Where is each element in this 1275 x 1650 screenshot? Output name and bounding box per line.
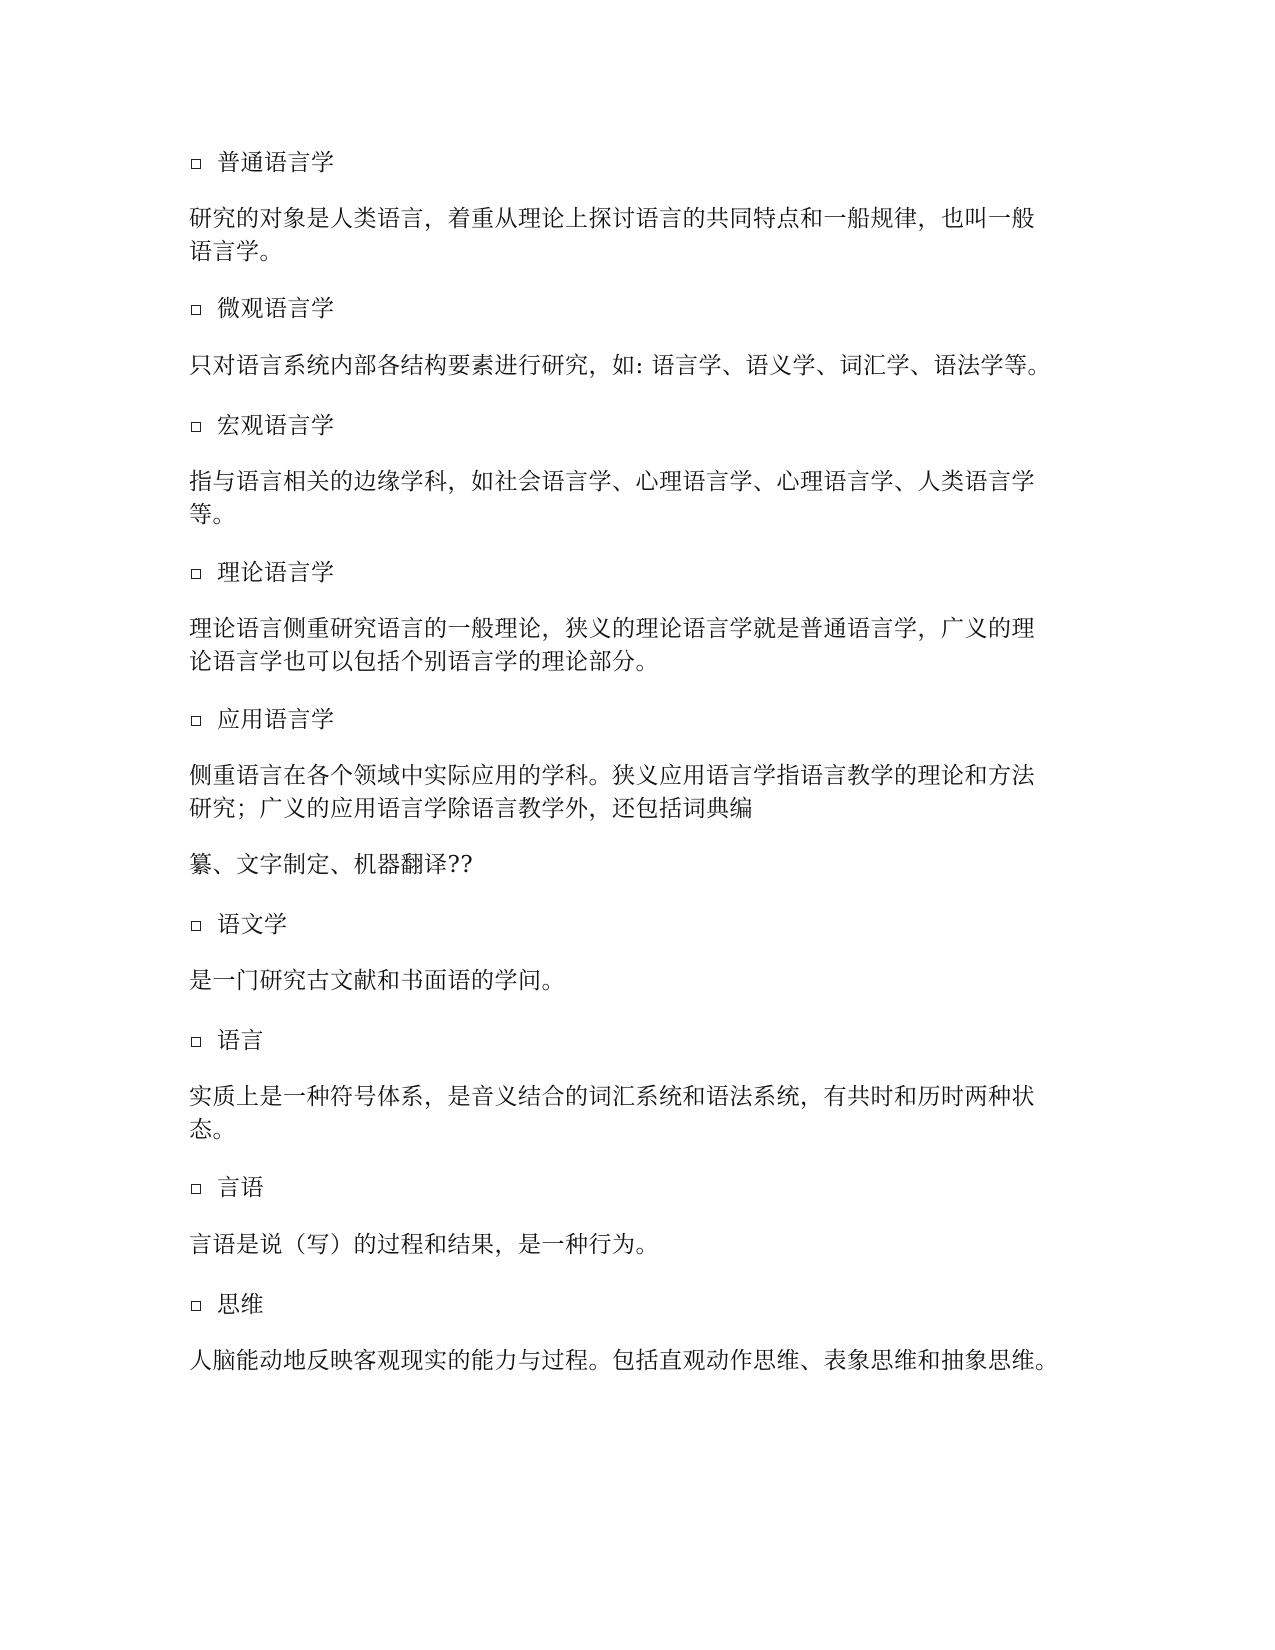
definition-line: 只对语言系统内部各结构要素进行研究，如: 语言学、语义学、词汇学、语法学等。 — [189, 353, 1052, 379]
definition-line: 研究的对象是人类语言，着重从理论上探讨语言的共同特点和一船规律，也叫一般 — [189, 206, 1035, 232]
term-title: 言语 — [217, 1175, 264, 1201]
term-heading — [189, 1025, 1089, 1058]
checkbox-bullet-icon — [191, 921, 201, 931]
definition-paragraph — [189, 965, 1089, 998]
checkbox-bullet-icon — [191, 159, 201, 169]
definition-line: 研究；广义的应用语言学除语言教学外，还包括词典编 — [189, 796, 753, 822]
term-title: 思维 — [217, 1292, 264, 1318]
definition-paragraph — [189, 1081, 1089, 1147]
checkbox-bullet-icon — [191, 1301, 201, 1311]
term-title: 宏观语言学 — [217, 413, 335, 439]
checkbox-bullet-icon — [191, 1184, 201, 1194]
term-title: 普通语言学 — [217, 150, 335, 176]
term-heading — [189, 293, 1089, 326]
definition-line: 理论语言侧重研究语言的一般理论，狭义的理论语言学就是普通语言学，广义的理 — [189, 616, 1035, 642]
definition-paragraph — [189, 203, 1089, 269]
definition-paragraph — [189, 760, 1089, 826]
definition-line: 人脑能动地反映客观现实的能力与过程。包括直观动作思维、表象思维和抽象思维。 — [189, 1348, 1059, 1374]
definition-line: 实质上是一种符号体系，是音义结合的词汇系统和语法系统，有共时和历时两种状 — [189, 1084, 1035, 1110]
definition-line: 纂、文字制定、机器翻译?? — [189, 852, 474, 878]
term-title: 理论语言学 — [217, 560, 335, 586]
term-title: 应用语言学 — [217, 707, 335, 733]
definition-line: 指与语言相关的边缘学科，如社会语言学、心理语言学、心理语言学、人类语言学 — [189, 469, 1035, 495]
definition-paragraph — [189, 1229, 1089, 1262]
term-heading — [189, 147, 1089, 180]
checkbox-bullet-icon — [191, 305, 201, 315]
checkbox-bullet-icon — [191, 1037, 201, 1047]
checkbox-bullet-icon — [191, 422, 201, 432]
definition-line: 言语是说（写）的过程和结果，是一种行为。 — [189, 1232, 659, 1258]
term-title: 微观语言学 — [217, 296, 335, 322]
term-heading — [189, 704, 1089, 737]
definition-line: 是一门研究古文献和书面语的学问。 — [189, 968, 565, 994]
definition-line: 态。 — [189, 1117, 236, 1143]
term-heading — [189, 1172, 1089, 1205]
definition-paragraph-continued — [189, 849, 1089, 882]
definition-line: 侧重语言在各个领域中实际应用的学科。狭义应用语言学指语言教学的理论和方法 — [189, 763, 1035, 789]
checkbox-bullet-icon — [191, 569, 201, 579]
term-title: 语文学 — [217, 912, 288, 938]
term-heading — [189, 557, 1089, 590]
definition-line: 论语言学也可以包括个别语言学的理论部分。 — [189, 649, 659, 675]
definition-line: 等。 — [189, 502, 236, 528]
term-heading — [189, 909, 1089, 942]
definition-line: 语言学。 — [189, 239, 283, 265]
term-title: 语言 — [217, 1028, 264, 1054]
checkbox-bullet-icon — [191, 716, 201, 726]
term-heading — [189, 410, 1089, 443]
definition-paragraph — [189, 1345, 1089, 1378]
definition-paragraph — [189, 466, 1089, 532]
definition-paragraph — [189, 350, 1089, 383]
definition-paragraph — [189, 613, 1089, 679]
term-heading — [189, 1289, 1089, 1322]
